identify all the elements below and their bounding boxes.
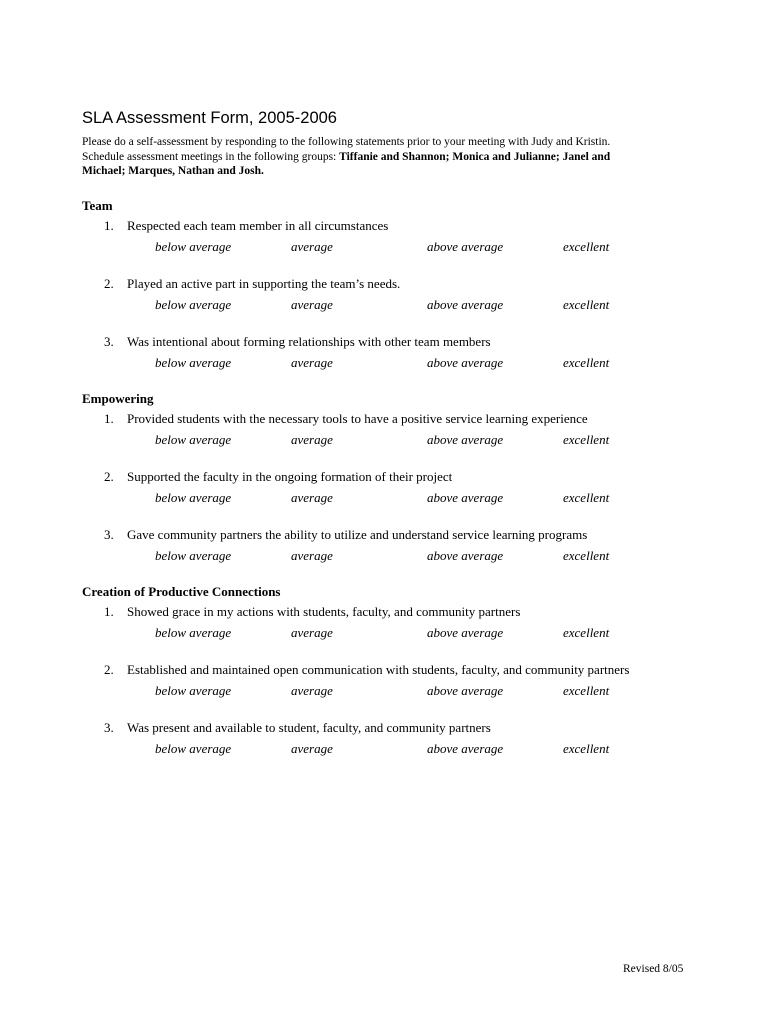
rating-above-average[interactable]: above average — [427, 489, 504, 505]
rating-below-average[interactable]: below average — [155, 547, 232, 563]
statement-text: Established and maintained open communication with students, faculty, and community partners — [127, 661, 630, 677]
section-team — [82, 198, 702, 372]
rating-average[interactable]: average — [291, 354, 333, 370]
rating-average[interactable]: average — [291, 238, 333, 254]
rating-excellent[interactable]: excellent — [563, 238, 610, 254]
statement-number: 2. — [104, 661, 114, 677]
rating-below-average[interactable]: below average — [155, 238, 232, 254]
rating-average[interactable]: average — [291, 489, 333, 505]
statement-item — [82, 469, 702, 507]
statement-item — [82, 218, 702, 256]
statement-item — [82, 411, 702, 449]
rating-average[interactable]: average — [291, 547, 333, 563]
statement-item — [82, 662, 702, 700]
rating-below-average[interactable]: below average — [155, 296, 232, 312]
rating-excellent[interactable]: excellent — [563, 489, 610, 505]
rating-scale — [82, 740, 702, 758]
statement-text: Gave community partners the ability to utilize and understand service learning programs — [127, 526, 588, 542]
rating-scale — [82, 624, 702, 642]
rating-above-average[interactable]: above average — [427, 238, 504, 254]
rating-average[interactable]: average — [291, 682, 333, 698]
rating-excellent[interactable]: excellent — [563, 354, 610, 370]
statement-text: Provided students with the necessary tools to have a positive service learning experience — [127, 410, 588, 426]
statement-text: Was present and available to student, faculty, and community partners — [127, 719, 491, 735]
rating-scale — [82, 489, 702, 507]
rating-average[interactable]: average — [291, 624, 333, 640]
section-heading: Team — [82, 197, 113, 213]
statement-text: Supported the faculty in the ongoing formation of their project — [127, 468, 453, 484]
rating-excellent[interactable]: excellent — [563, 624, 610, 640]
rating-above-average[interactable]: above average — [427, 547, 504, 563]
rating-scale — [82, 682, 702, 700]
statement-number: 1. — [104, 410, 114, 426]
section-heading: Empowering — [82, 390, 154, 406]
rating-scale — [82, 431, 702, 449]
rating-below-average[interactable]: below average — [155, 682, 232, 698]
intro-groups-line-2: Michael; Marques, Nathan and Josh. — [82, 165, 264, 177]
statement-number: 1. — [104, 603, 114, 619]
rating-below-average[interactable]: below average — [155, 489, 232, 505]
rating-above-average[interactable]: above average — [427, 682, 504, 698]
statement-item — [82, 276, 702, 314]
statement-item — [82, 527, 702, 565]
statement-item — [82, 604, 702, 642]
statement-number: 3. — [104, 333, 114, 349]
rating-excellent[interactable]: excellent — [563, 431, 610, 447]
statement-number: 1. — [104, 217, 114, 233]
rating-above-average[interactable]: above average — [427, 431, 504, 447]
page-title: SLA Assessment Form, 2005-2006 — [82, 109, 337, 127]
intro-line-1: Please do a self-assessment by responding to the following statements prior to your meeting with Judy and Kristin. — [82, 136, 611, 148]
rating-average[interactable]: average — [291, 296, 333, 312]
statement-number: 3. — [104, 526, 114, 542]
rating-below-average[interactable]: below average — [155, 740, 232, 756]
statement-number: 2. — [104, 468, 114, 484]
rating-below-average[interactable]: below average — [155, 624, 232, 640]
section-heading: Creation of Productive Connections — [82, 583, 281, 599]
section-empowering — [82, 391, 702, 565]
intro-line-2-prefix: Schedule assessment meetings in the following groups: — [82, 150, 340, 163]
assessment-form — [82, 107, 702, 758]
statement-text: Played an active part in supporting the team’s needs. — [127, 275, 401, 291]
statement-number: 2. — [104, 275, 114, 291]
section-productive-connections — [82, 584, 702, 758]
rating-below-average[interactable]: below average — [155, 354, 232, 370]
statement-item — [82, 720, 702, 758]
rating-above-average[interactable]: above average — [427, 624, 504, 640]
statement-text: Respected each team member in all circumstances — [127, 217, 389, 233]
rating-scale — [82, 547, 702, 565]
rating-below-average[interactable]: below average — [155, 431, 232, 447]
rating-above-average[interactable]: above average — [427, 354, 504, 370]
rating-above-average[interactable]: above average — [427, 740, 504, 756]
rating-excellent[interactable]: excellent — [563, 740, 610, 756]
rating-above-average[interactable]: above average — [427, 296, 504, 312]
rating-scale — [82, 354, 702, 372]
statement-item — [82, 334, 702, 372]
statement-text: Was intentional about forming relationships with other team members — [127, 333, 491, 349]
rating-average[interactable]: average — [291, 431, 333, 447]
rating-excellent[interactable]: excellent — [563, 547, 610, 563]
rating-average[interactable]: average — [291, 740, 333, 756]
intro-groups-line-1: Tiffanie and Shannon; Monica and Julianne; Janel and — [339, 150, 611, 163]
rating-excellent[interactable]: excellent — [563, 682, 610, 698]
intro-paragraph — [82, 135, 702, 179]
rating-excellent[interactable]: excellent — [563, 296, 610, 312]
statement-text: Showed grace in my actions with students, faculty, and community partners — [127, 603, 521, 619]
rating-scale — [82, 238, 702, 256]
revision-note: Revised 8/05 — [623, 963, 684, 975]
rating-scale — [82, 296, 702, 314]
statement-number: 3. — [104, 719, 114, 735]
